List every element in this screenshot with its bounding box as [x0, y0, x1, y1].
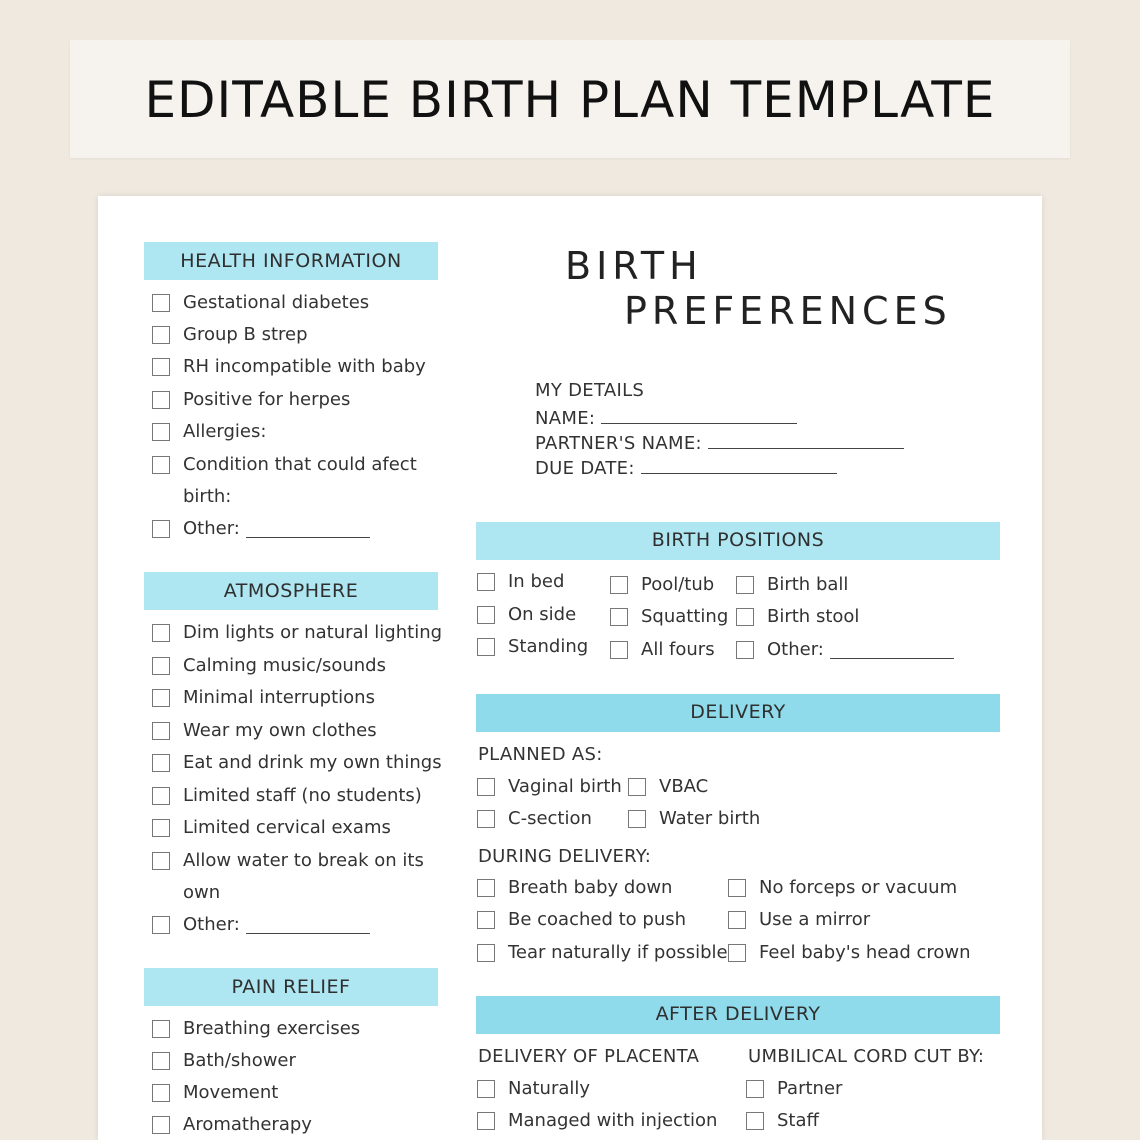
pain-item[interactable]: Breathing exercises	[152, 1018, 360, 1039]
checkbox[interactable]	[610, 608, 628, 626]
pain-item[interactable]: Movement	[152, 1082, 278, 1103]
position-item[interactable]: In bed	[477, 571, 564, 592]
during-item[interactable]: Use a mirror	[728, 909, 870, 930]
health-item[interactable]: RH incompatible with baby	[152, 356, 426, 377]
planned-item[interactable]: C-section	[477, 808, 592, 829]
checkbox[interactable]	[152, 294, 170, 312]
pain-relief-header: PAIN RELIEF	[144, 968, 438, 1006]
other-line[interactable]	[830, 640, 954, 659]
during-item[interactable]: Be coached to push	[477, 909, 686, 930]
checkbox[interactable]	[477, 879, 495, 897]
checkbox[interactable]	[152, 787, 170, 805]
checkbox[interactable]	[628, 810, 646, 828]
page-title-line2: PREFERENCES	[624, 289, 952, 333]
checkbox[interactable]	[628, 778, 646, 796]
health-item-other[interactable]: Other:	[152, 518, 370, 539]
checkbox[interactable]	[152, 423, 170, 441]
checkbox[interactable]	[477, 573, 495, 591]
checkbox[interactable]	[736, 641, 754, 659]
position-item[interactable]: Birth stool	[736, 606, 859, 627]
checkbox[interactable]	[736, 608, 754, 626]
checkbox[interactable]	[477, 1112, 495, 1130]
atmosphere-item[interactable]: Minimal interruptions	[152, 687, 375, 708]
planned-as-label: PLANNED AS:	[478, 744, 603, 765]
checkbox[interactable]	[477, 1080, 495, 1098]
atmosphere-header: ATMOSPHERE	[144, 572, 438, 610]
position-item-other[interactable]: Other:	[736, 639, 954, 660]
due-date-field[interactable]	[535, 455, 837, 479]
planned-item[interactable]: VBAC	[628, 776, 708, 797]
health-item[interactable]: Condition that could afect	[152, 454, 417, 475]
placenta-item[interactable]: Naturally	[477, 1078, 590, 1099]
birth-positions-header: BIRTH POSITIONS	[476, 522, 1000, 560]
checkbox[interactable]	[152, 326, 170, 344]
cord-label: UMBILICAL CORD CUT BY:	[748, 1046, 985, 1067]
checkbox[interactable]	[477, 778, 495, 796]
due-line[interactable]	[641, 455, 837, 474]
position-item[interactable]: Standing	[477, 636, 588, 657]
checkbox[interactable]	[152, 852, 170, 870]
atmosphere-item-other[interactable]: Other:	[152, 914, 370, 935]
due-label: DUE DATE:	[535, 458, 635, 479]
checkbox[interactable]	[746, 1112, 764, 1130]
birth-plan-sheet	[98, 196, 1042, 1140]
placenta-item[interactable]: Managed with injection	[477, 1110, 717, 1131]
checkbox[interactable]	[152, 1020, 170, 1038]
position-item[interactable]: Pool/tub	[610, 574, 714, 595]
after-delivery-header: AFTER DELIVERY	[476, 996, 1000, 1034]
other-line[interactable]	[246, 915, 370, 934]
during-delivery-label: DURING DELIVERY:	[478, 846, 652, 867]
position-item[interactable]: Birth ball	[736, 574, 848, 595]
partner-label: PARTNER'S NAME:	[535, 433, 702, 454]
pain-item[interactable]: Aromatherapy	[152, 1114, 312, 1135]
checkbox[interactable]	[152, 358, 170, 376]
during-item[interactable]: No forceps or vacuum	[728, 877, 957, 898]
atmosphere-item[interactable]: Dim lights or natural lighting	[152, 622, 442, 643]
checkbox[interactable]	[152, 1052, 170, 1070]
checkbox[interactable]	[477, 944, 495, 962]
checkbox[interactable]	[477, 606, 495, 624]
health-item-continued: birth:	[183, 486, 232, 507]
during-item[interactable]: Feel baby's head crown	[728, 942, 971, 963]
planned-item[interactable]: Water birth	[628, 808, 760, 829]
pain-item[interactable]: Bath/shower	[152, 1050, 296, 1071]
checkbox[interactable]	[152, 1084, 170, 1102]
atmosphere-item[interactable]: Limited cervical exams	[152, 817, 391, 838]
planned-item[interactable]: Vaginal birth	[477, 776, 622, 797]
partner-name-field[interactable]	[535, 430, 904, 454]
health-item[interactable]: Positive for herpes	[152, 389, 350, 410]
checkbox[interactable]	[728, 911, 746, 929]
checkbox[interactable]	[477, 911, 495, 929]
checkbox[interactable]	[477, 810, 495, 828]
position-item[interactable]: On side	[477, 604, 576, 625]
during-item[interactable]: Tear naturally if possible	[477, 942, 728, 963]
checkbox[interactable]	[728, 944, 746, 962]
checkbox[interactable]	[152, 456, 170, 474]
checkbox[interactable]	[152, 391, 170, 409]
atmosphere-item[interactable]: Wear my own clothes	[152, 720, 377, 741]
placenta-label: DELIVERY OF PLACENTA	[478, 1046, 700, 1067]
partner-line[interactable]	[708, 430, 904, 449]
checkbox[interactable]	[152, 624, 170, 642]
checkbox[interactable]	[152, 689, 170, 707]
checkbox[interactable]	[152, 722, 170, 740]
during-item[interactable]: Breath baby down	[477, 877, 672, 898]
my-details-heading: MY DETAILS	[535, 380, 645, 401]
checkbox[interactable]	[736, 576, 754, 594]
delivery-header: DELIVERY	[476, 694, 1000, 732]
atmosphere-item[interactable]: Limited staff (no students)	[152, 785, 422, 806]
banner-title: EDITABLE BIRTH PLAN TEMPLATE	[144, 71, 996, 129]
checkbox[interactable]	[152, 754, 170, 772]
atmosphere-item[interactable]: Allow water to break on its	[152, 850, 424, 871]
other-line[interactable]	[246, 519, 370, 538]
name-field[interactable]	[535, 405, 797, 429]
checkbox[interactable]	[152, 819, 170, 837]
health-item[interactable]: Gestational diabetes	[152, 292, 369, 313]
name-line[interactable]	[601, 405, 797, 424]
position-item[interactable]: Squatting	[610, 606, 728, 627]
cord-item[interactable]: Staff	[746, 1110, 819, 1131]
checkbox[interactable]	[152, 520, 170, 538]
atmosphere-item[interactable]: Calming music/sounds	[152, 655, 386, 676]
checkbox[interactable]	[152, 1116, 170, 1134]
page-title-line1: BIRTH	[565, 244, 703, 288]
health-header: HEALTH INFORMATION	[144, 242, 438, 280]
checkbox[interactable]	[610, 576, 628, 594]
checkbox[interactable]	[152, 916, 170, 934]
health-item[interactable]: Allergies:	[152, 421, 266, 442]
checkbox[interactable]	[477, 638, 495, 656]
checkbox[interactable]	[728, 879, 746, 897]
position-item[interactable]: All fours	[610, 639, 715, 660]
checkbox[interactable]	[610, 641, 628, 659]
checkbox[interactable]	[746, 1080, 764, 1098]
cord-item[interactable]: Partner	[746, 1078, 842, 1099]
atmosphere-item-continued: own	[183, 882, 221, 903]
name-label: NAME:	[535, 408, 596, 429]
health-item[interactable]: Group B strep	[152, 324, 308, 345]
checkbox[interactable]	[152, 657, 170, 675]
atmosphere-item[interactable]: Eat and drink my own things	[152, 752, 442, 773]
